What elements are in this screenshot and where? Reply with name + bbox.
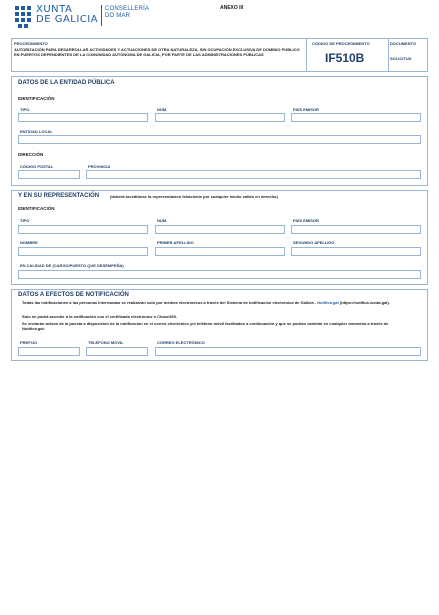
procedure-title: AUTORIZACIÓN PARA DESARROLLAR ACTIVIDADES Y ACTUACIONES DE OTRA NATURALEZA, SIN OCUPACIÓN EXCLUSIVA DE DOMINIO PÚBLICO EN PUERTOS DEPENDIENTES DE LA COMUNIDAD AUTÓNOMA DE GALICIA, POR PARTE DE LAS ADMINISTRACIONES PÚBLICAS xyxy=(14,47,300,57)
representative-apellido1-label: PRIMER APELLIDO xyxy=(157,240,194,245)
representative-section-title: Y EN SU REPRESENTACIÓN xyxy=(18,193,100,199)
entity-pais-field[interactable] xyxy=(291,113,421,122)
representative-num-label: NÚM. xyxy=(157,218,168,223)
entity-name-label: ENTIDAD LOCAL xyxy=(20,129,53,134)
entity-num-label: NÚM. xyxy=(157,107,168,112)
notification-prefijo-field[interactable] xyxy=(18,347,80,356)
brand-name-line2: DE GALICIA xyxy=(36,14,99,25)
entity-section-title: DATOS DE LA ENTIDAD PÚBLICA xyxy=(18,80,115,86)
notifica-link[interactable]: Notifica.gal xyxy=(317,300,339,305)
department-line2: DO MAR xyxy=(105,13,131,19)
notification-prefijo-label: PREFIJO xyxy=(20,340,38,345)
notification-movil-field[interactable] xyxy=(86,347,148,356)
department-line1: CONSELLERÍA xyxy=(105,6,150,12)
notification-movil-label: TELÉFONO MÓVIL xyxy=(88,340,124,345)
representative-pais-label: PAÍS EMISOR xyxy=(293,218,319,223)
procedure-code-label: CÓDIGO DE PROCEDIMIENTO xyxy=(312,41,370,46)
representative-apellido2-label: SEGUNDO APELLIDO xyxy=(293,240,335,245)
representative-identification-heading: IDENTIFICACIÓN xyxy=(18,206,55,211)
notification-paragraph-3: Se enviarán avisos de la puesta a disposición de la notificación en el correo electrónico y/o teléfono móvil facilitados a continuación y que se podrán cambiar en cualquier momento a través de Notifica.gal: xyxy=(22,321,389,331)
entity-address-heading: DIRECCIÓN xyxy=(18,152,44,157)
notification-paragraph-1-url: (https://notifica.xunta.gal). xyxy=(339,300,390,305)
procedure-label: PROCEDIMIENTO xyxy=(14,41,48,46)
entity-identification-heading: IDENTIFICACIÓN xyxy=(18,96,55,101)
brand-name-line1: XUNTA xyxy=(36,4,73,15)
document-type: SOLICITUD xyxy=(390,56,412,61)
representative-title-note: (deberá acreditarse la representación fehaciente por cualquier medio válido en derecho) xyxy=(110,194,278,199)
xunta-logo-emblem xyxy=(13,4,33,30)
representative-apellido2-field[interactable] xyxy=(291,247,421,256)
entity-tipo-label: TIPO xyxy=(20,107,30,112)
entity-tipo-field[interactable] xyxy=(18,113,148,122)
representative-tipo-label: TIPO xyxy=(20,218,30,223)
notification-paragraph-2: Solo se podrá acceder a la notificación con el certificado electrónico o Chave365. xyxy=(22,314,177,319)
procedure-code: IF510B xyxy=(325,51,365,65)
representative-apellido1-field[interactable] xyxy=(155,247,285,256)
notification-paragraph-1-text: Todas las notificaciones a las personas interesadas se realizarán solo por medios electrónicos a través del Sistema de notificación electrónica de Galicia - xyxy=(22,300,317,305)
procedure-divider-2 xyxy=(388,39,389,71)
representative-tipo-field[interactable] xyxy=(18,225,148,234)
document-label: DOCUMENTO xyxy=(390,41,417,46)
representative-nombre-field[interactable] xyxy=(18,247,148,256)
representative-num-field[interactable] xyxy=(155,225,285,234)
representative-nombre-label: NOMBRE xyxy=(20,240,38,245)
representative-calidad-label: EN CALIDAD DE (CARGO/PUESTO QUE DESEMPEÑA) xyxy=(20,263,124,268)
entity-provincia-field[interactable] xyxy=(86,170,421,179)
representative-pais-field[interactable] xyxy=(291,225,421,234)
representative-calidad-field[interactable] xyxy=(18,270,421,279)
header-divider xyxy=(101,5,102,26)
notification-email-label: CORREO ELECTRÓNICO xyxy=(157,340,205,345)
notification-email-field[interactable] xyxy=(155,347,421,356)
procedure-divider-1 xyxy=(306,39,307,71)
annex-label: ANEXO III xyxy=(220,5,244,11)
entity-provincia-label: PROVINCIA xyxy=(88,164,111,169)
notification-paragraph-1 xyxy=(22,300,417,305)
entity-name-field[interactable] xyxy=(18,135,421,144)
entity-cp-field[interactable] xyxy=(18,170,80,179)
entity-num-field[interactable] xyxy=(155,113,285,122)
notification-section-title: DATOS A EFECTOS DE NOTIFICACIÓN xyxy=(18,292,129,298)
entity-pais-label: PAÍS EMISOR xyxy=(293,107,319,112)
entity-cp-label: CÓDIGO POSTAL xyxy=(20,164,54,169)
